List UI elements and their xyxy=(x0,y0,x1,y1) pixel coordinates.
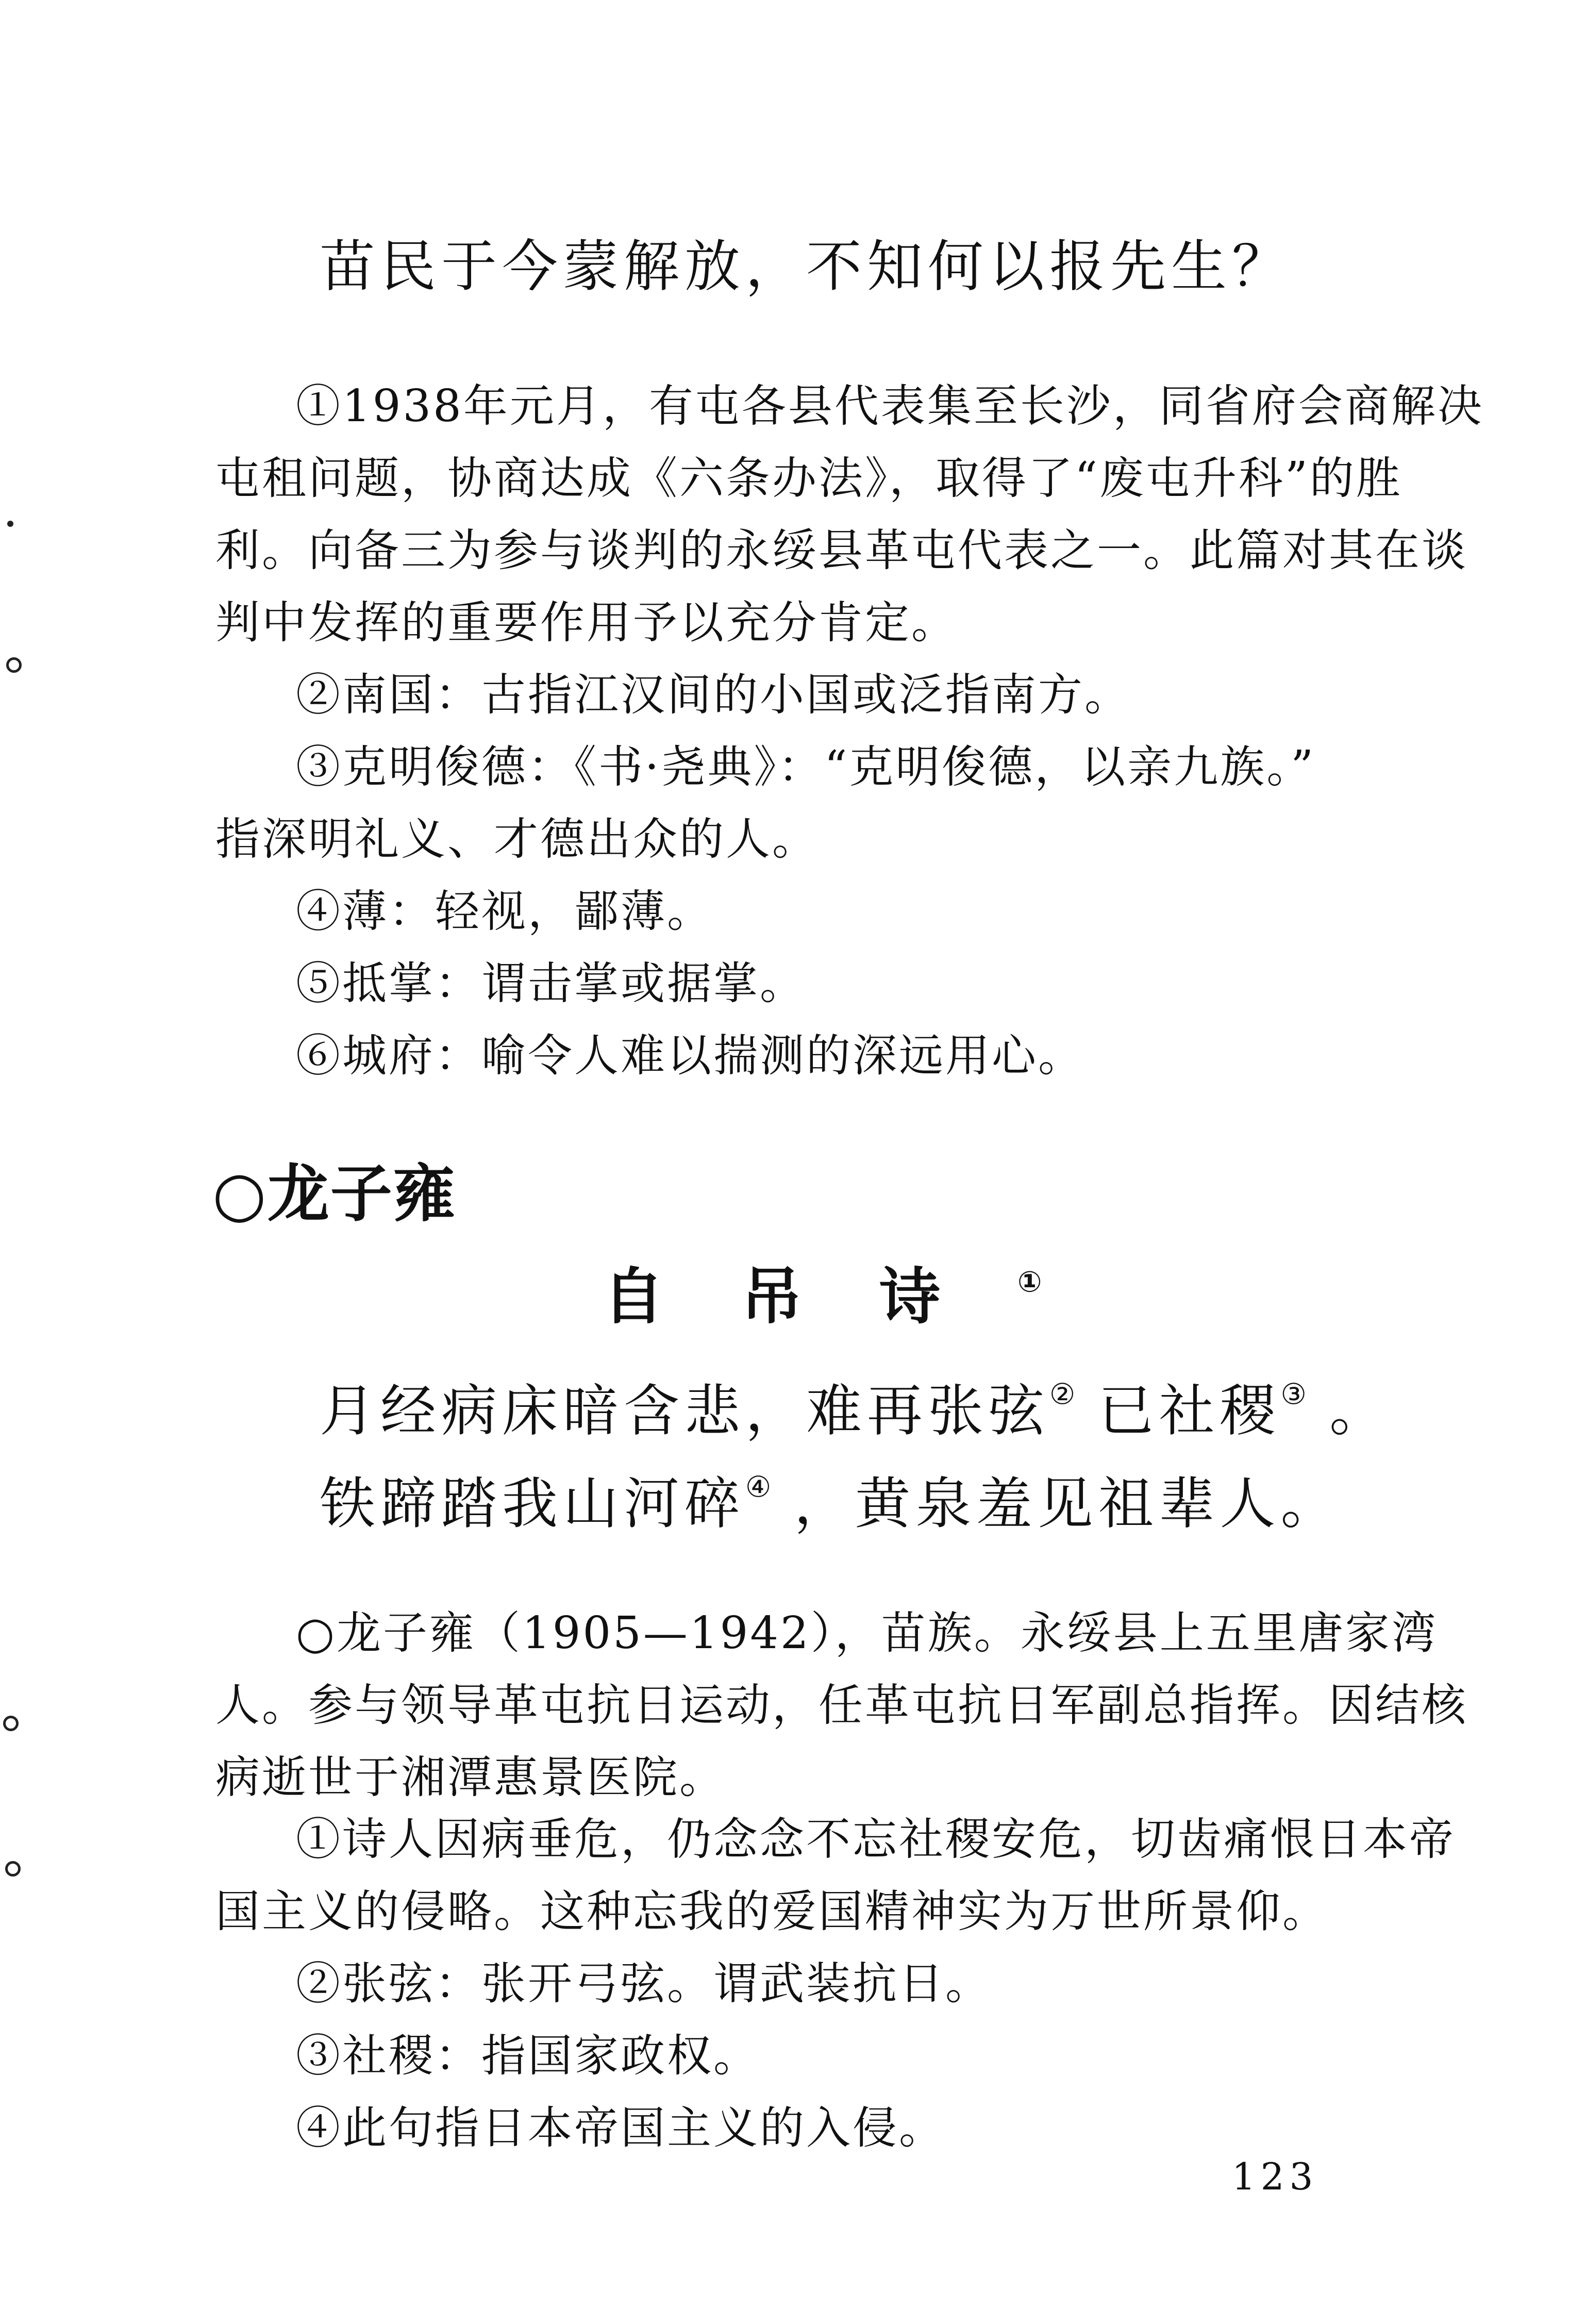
poem-line-2-note-4: ④ xyxy=(745,1470,772,1504)
author-bio-line-3: 病逝世于湘潭惠景医院。 xyxy=(215,1752,726,1803)
previous-note-1-cont-3: 判中发挥的重要作用予以充分肯定。 xyxy=(215,597,958,649)
previous-note-3: ③克明俊德：《书·尧典》：“克明俊德，以亲九族。” xyxy=(296,741,1316,793)
scan-mark-dot-1 xyxy=(7,521,13,527)
poem-note-3: ③社稷：指国家政权。 xyxy=(296,2030,760,2082)
previous-note-2: ②南国：古指江汉间的小国或泛指南方。 xyxy=(296,669,1131,721)
poem-line-1 xyxy=(320,1366,1390,1446)
scan-mark-ring-1 xyxy=(6,657,22,673)
poem-note-1: ①诗人因病垂危，仍念念不忘社稷安危，切齿痛恨日本帝 xyxy=(296,1814,1456,1865)
poem-title-note-marker: ① xyxy=(1017,1265,1042,1299)
author-bio-line-1: ○龙子雍（1905—1942），苗族。永绥县上五里唐家湾 xyxy=(296,1607,1438,1659)
previous-note-1: ①1938年元月，有屯各县代表集至长沙，同省府会商解决 xyxy=(296,380,1484,432)
poem-note-4: ④此句指日本帝国主义的入侵。 xyxy=(296,2102,945,2154)
poem-line-1-part-a: 月经病床暗含悲，难再张弦 xyxy=(320,1379,1050,1443)
poem-line-1-part-c: 。 xyxy=(1306,1379,1391,1443)
previous-note-1-cont-1: 屯租问题，协商达成《六条办法》，取得了“废屯升科”的胜 xyxy=(215,453,1402,504)
scan-mark-ring-2 xyxy=(3,1716,19,1731)
poem-note-1-cont: 国主义的侵略。这种忘我的爱国精神实为万世所景仰。 xyxy=(215,1886,1329,1937)
previous-note-1-cont-2: 利。向备三为参与谈判的永绥县革屯代表之一。此篇对其在谈 xyxy=(215,525,1468,576)
previous-poem-closing-line: 苗民于今蒙解放，不知何以报先生？ xyxy=(320,235,1293,299)
page-number: 123 xyxy=(1232,2155,1318,2198)
previous-note-5: ⑤抵掌：谓击掌或据掌。 xyxy=(296,958,806,1009)
poem-title-text: 自吊诗 xyxy=(603,1261,1018,1332)
poem-line-1-note-2: ② xyxy=(1049,1377,1076,1412)
poem-line-1-part-b: 已社稷 xyxy=(1075,1379,1281,1443)
scan-mark-ring-3 xyxy=(5,1861,21,1877)
previous-note-3-cont: 指深明礼义、才德出众的人。 xyxy=(215,814,818,865)
previous-note-4: ④薄：轻视，鄙薄。 xyxy=(296,886,713,937)
author-heading: ○龙子雍 xyxy=(212,1158,456,1230)
author-bio-line-2: 人。参与领导革屯抗日运动，任革屯抗日军副总指挥。因结核 xyxy=(215,1680,1468,1731)
poem-line-2-part-a: 铁蹄踏我山河碎 xyxy=(320,1472,746,1536)
poem-line-2-part-b: ，黄泉羞见祖辈人。 xyxy=(771,1472,1342,1536)
poem-note-2: ②张弦：张开弓弦。谓武装抗日。 xyxy=(296,1958,992,2010)
poem-line-2 xyxy=(320,1459,1342,1539)
poem-title xyxy=(603,1248,1042,1335)
poem-line-1-note-3: ③ xyxy=(1280,1377,1307,1412)
previous-note-6: ⑥城府：喻令人难以揣测的深远用心。 xyxy=(296,1030,1084,1082)
